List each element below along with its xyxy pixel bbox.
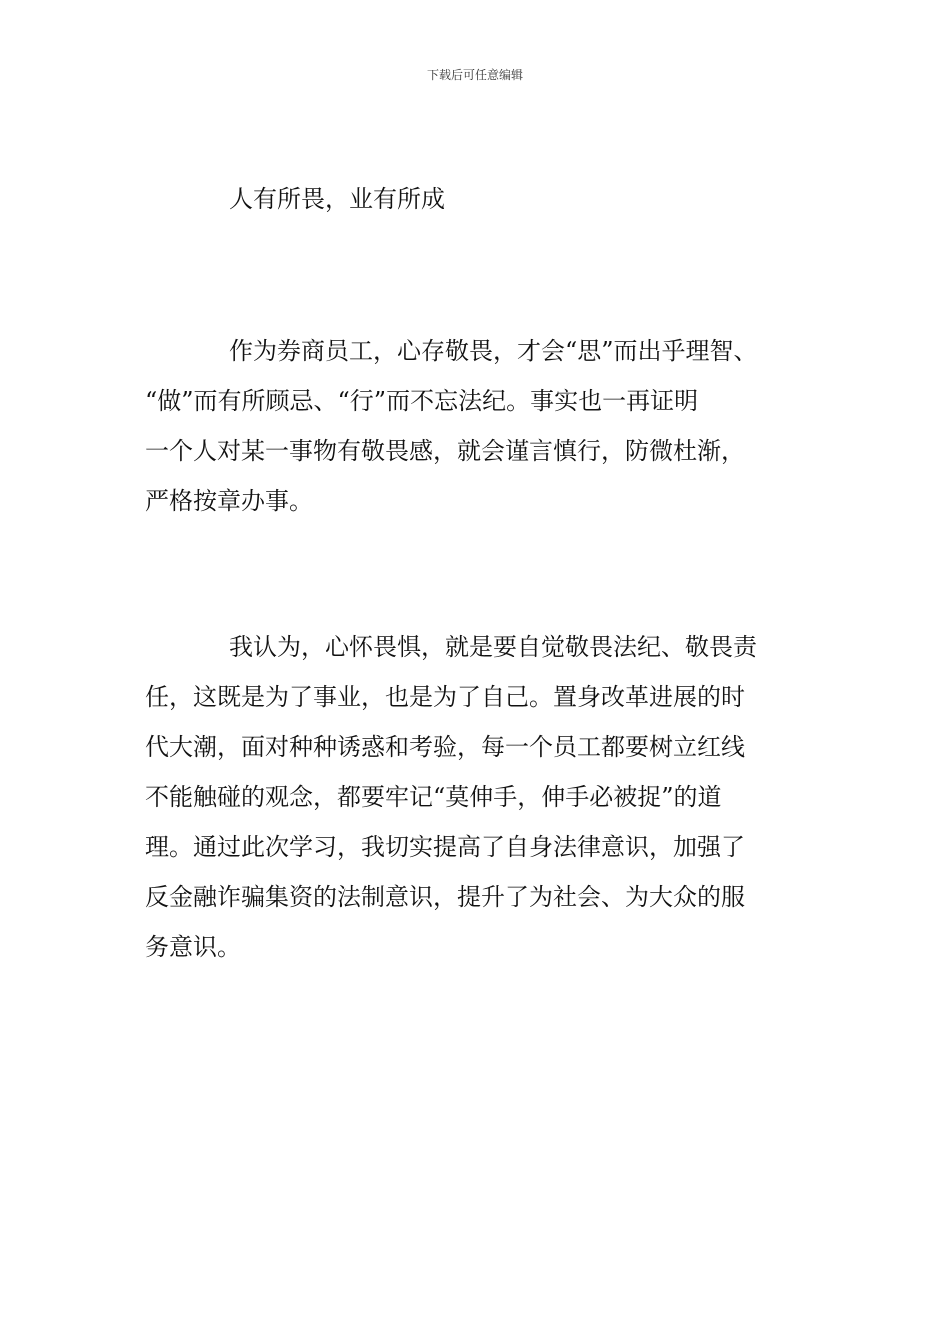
paragraph-line: 作为券商员工，心存敬畏，才会“思”而出乎理智、 <box>229 337 758 365</box>
paragraph-line: 不能触碰的观念，都要牢记“莫伸手，伸手必被捉”的道 <box>145 783 722 811</box>
paragraph-line: 一个人对某一事物有敬畏感，就会谨言慎行，防微杜渐， <box>145 437 745 465</box>
paragraph-1 <box>145 326 758 526</box>
paragraph-line: 代大潮，面对种种诱惑和考验，每一个员工都要树立红线 <box>145 733 745 761</box>
document-title: 人有所畏，业有所成 <box>229 185 445 213</box>
paragraph-line: 反金融诈骗集资的法制意识，提升了为社会、为大众的服 <box>145 883 745 911</box>
paragraph-line: 任，这既是为了事业，也是为了自己。置身改革进展的时 <box>145 683 745 711</box>
header-note: 下载后可任意编辑 <box>426 68 523 82</box>
paragraph-line: 我认为，心怀畏惧，就是要自觉敬畏法纪、敬畏责 <box>229 633 757 661</box>
paragraph-line: 理。通过此次学习，我切实提高了自身法律意识，加强了 <box>145 833 745 861</box>
paragraph-line: 严格按章办事。 <box>145 487 313 515</box>
paragraph-2 <box>145 622 757 972</box>
paragraph-line: “做”而有所顾忌、“行”而不忘法纪。事实也一再证明 <box>145 387 699 415</box>
paragraph-line: 务意识。 <box>145 933 241 961</box>
